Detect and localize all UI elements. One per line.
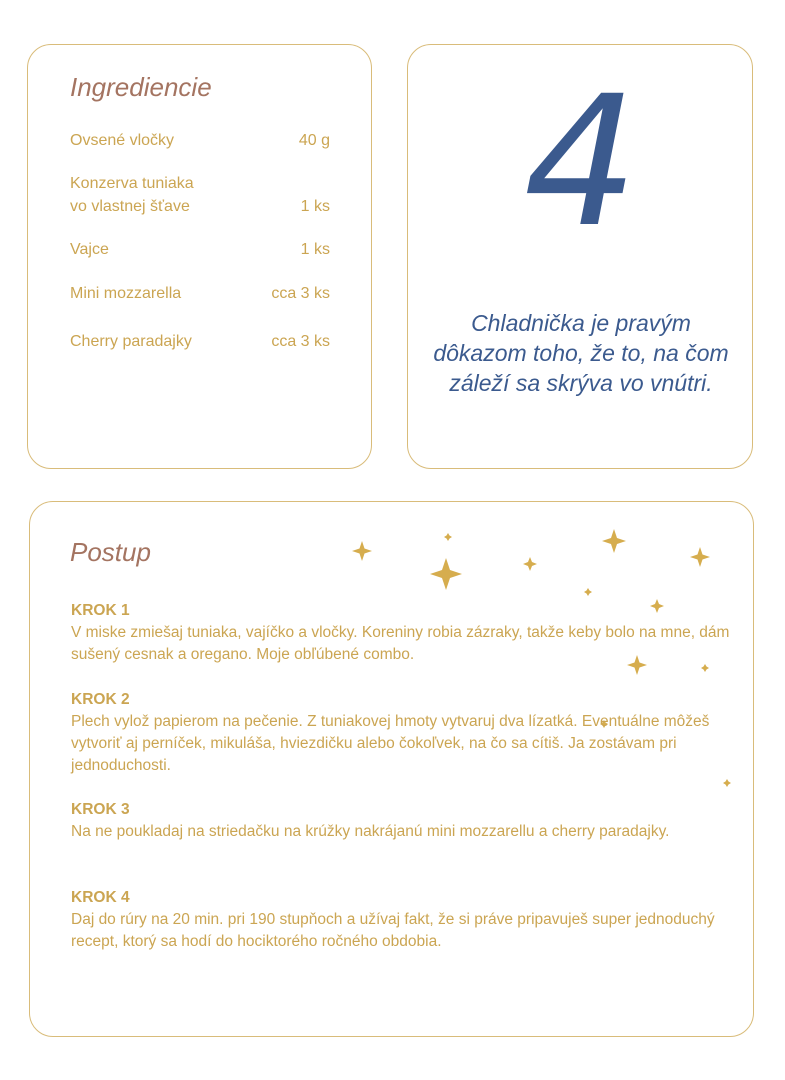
procedure-card (29, 501, 754, 1037)
step-label: KROK 1 (71, 602, 130, 619)
procedure-title: Postup (70, 537, 151, 567)
step-text: Plech vylož papierom na pečenie. Z tuniakovej hmoty vytvaruj dva lízatká. Eventuálne môžeš vytvoriť aj perníček, mikuláša, hviezdičku alebo čokoľvek, na čo sa cítiš. Ja zostávam pri jednoduchosti. (71, 713, 710, 774)
step-text: Daj do rúry na 20 min. pri 190 stupňoch a užívaj fakt, že si práve pripavuješ super jednoduchý recept, ktorý sa hodí do hociktorého ročného obdobia. (71, 911, 715, 950)
ingredient-qty: cca 3 ks (271, 333, 330, 350)
sparkle-star-icon (723, 779, 731, 787)
ingredient-qty: 1 ks (300, 241, 330, 258)
sparkle-star-icon (602, 529, 626, 553)
ingredients-card (27, 44, 372, 469)
ingredient-name: Mini mozzarella (70, 285, 182, 302)
step-text: Na ne poukladaj na striedačku na krúžky nakrájanú mini mozzarellu a cherry paradajky. (71, 823, 670, 840)
ingredient-row (70, 238, 330, 261)
ingredient-row (70, 282, 330, 305)
quote-text: Chladnička je pravým dôkazom toho, že to, na čom záleží sa skrýva vo vnútri. (433, 310, 729, 396)
step-1 (71, 600, 731, 666)
sparkle-star-icon (690, 547, 710, 567)
ingredient-qty: 1 ks (300, 198, 330, 215)
ingredient-row (70, 129, 330, 152)
step-2 (71, 689, 731, 777)
step-label: KROK 2 (71, 691, 130, 708)
recipe-number: 4 (523, 58, 639, 267)
step-4 (71, 887, 731, 953)
sparkle-star-icon (352, 541, 372, 561)
ingredient-name: Cherry paradajky (70, 333, 192, 350)
ingredient-name: Vajce (70, 241, 109, 258)
step-label: KROK 4 (71, 889, 130, 906)
ingredient-name: Ovsené vločky (70, 132, 175, 149)
sparkle-star-icon (523, 557, 537, 571)
ingredient-row (70, 330, 330, 353)
ingredients-title: Ingrediencie (70, 72, 212, 102)
step-3 (71, 799, 731, 843)
ingredient-row (70, 172, 330, 218)
step-label: KROK 3 (71, 801, 130, 818)
sparkle-star-icon (430, 558, 462, 590)
sparkle-star-icon (584, 588, 592, 596)
ingredient-name: Konzerva tuniaka vo vlastnej šťave (70, 175, 194, 215)
ingredient-qty: 40 g (298, 132, 330, 149)
recipe-number-card (407, 44, 753, 469)
ingredient-qty: cca 3 ks (271, 285, 330, 302)
step-text: V miske zmiešaj tuniaka, vajíčko a vločky. Koreniny robia zázraky, takže keby bolo na mne, dám sušený cesnak a oregano. Moje obľúbené combo. (71, 624, 730, 663)
sparkle-star-icon (444, 533, 452, 541)
